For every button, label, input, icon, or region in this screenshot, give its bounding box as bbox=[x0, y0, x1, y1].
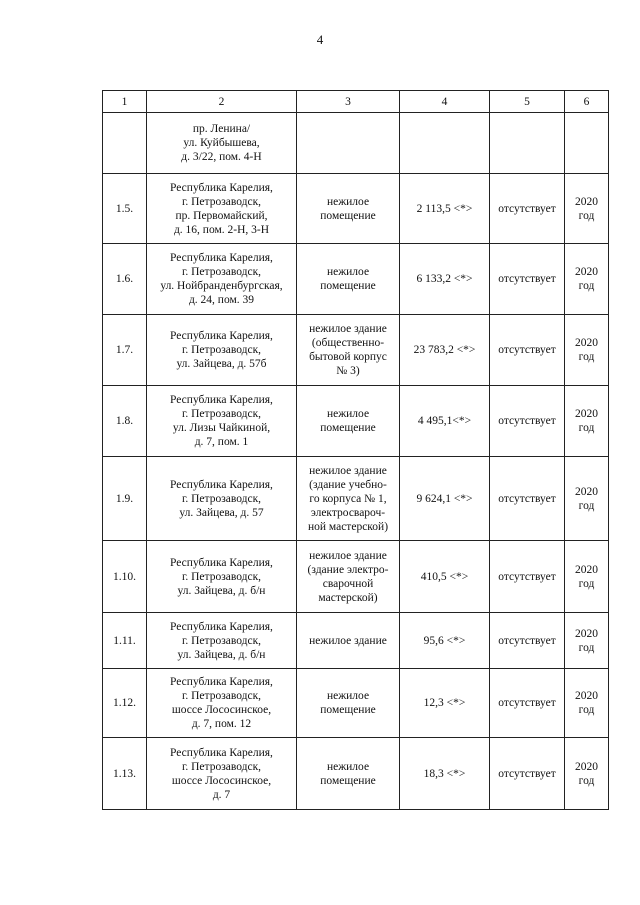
year-cell: 2020 год bbox=[565, 174, 609, 244]
year-cell: 2020 год bbox=[565, 669, 609, 738]
address-cell: Республика Карелия, г. Петрозаводск, пр. Первомайский, д. 16, пом. 2-Н, 3-Н bbox=[147, 174, 297, 244]
row-number: 1.9. bbox=[103, 457, 147, 541]
row-number: 1.7. bbox=[103, 315, 147, 386]
area-cell: 12,3 <*> bbox=[400, 669, 490, 738]
year-cell: 2020 год bbox=[565, 457, 609, 541]
address-cell: Республика Карелия, г. Петрозаводск, ул. Зайцева, д. б/н bbox=[147, 541, 297, 613]
row-number: 1.13. bbox=[103, 738, 147, 810]
year-cell: 2020 год bbox=[565, 541, 609, 613]
area-cell: 23 783,2 <*> bbox=[400, 315, 490, 386]
address-cell: Республика Карелия, г. Петрозаводск, шоссе Лососинское, д. 7 bbox=[147, 738, 297, 810]
row-number: 1.8. bbox=[103, 386, 147, 457]
area-cell: 410,5 <*> bbox=[400, 541, 490, 613]
column-header: 1 bbox=[103, 91, 147, 113]
table-row bbox=[103, 541, 609, 613]
table-row bbox=[103, 386, 609, 457]
status-cell: отсутствует bbox=[490, 315, 565, 386]
area-cell: 95,6 <*> bbox=[400, 613, 490, 669]
address-cell: Республика Карелия, г. Петрозаводск, ул. Лизы Чайкиной, д. 7, пом. 1 bbox=[147, 386, 297, 457]
year-cell: 2020 год bbox=[565, 738, 609, 810]
table-row bbox=[103, 113, 609, 174]
address-cell: пр. Ленина/ ул. Куйбышева, д. 3/22, пом. 4-Н bbox=[147, 113, 297, 174]
area-cell: 18,3 <*> bbox=[400, 738, 490, 810]
status-cell: отсутствует bbox=[490, 457, 565, 541]
object-type-cell: нежилое помещение bbox=[297, 386, 400, 457]
address-cell: Республика Карелия, г. Петрозаводск, ул. Зайцева, д. б/н bbox=[147, 613, 297, 669]
row-number: 1.12. bbox=[103, 669, 147, 738]
address-cell: Республика Карелия, г. Петрозаводск, ул. Зайцева, д. 57 bbox=[147, 457, 297, 541]
status-cell: отсутствует bbox=[490, 738, 565, 810]
object-type-cell bbox=[297, 113, 400, 174]
status-cell: отсутствует bbox=[490, 244, 565, 315]
year-cell: 2020 год bbox=[565, 386, 609, 457]
object-type-cell: нежилое помещение bbox=[297, 174, 400, 244]
area-cell bbox=[400, 113, 490, 174]
status-cell: отсутствует bbox=[490, 541, 565, 613]
year-cell: 2020 год bbox=[565, 613, 609, 669]
table-row bbox=[103, 669, 609, 738]
address-cell: Республика Карелия, г. Петрозаводск, шоссе Лососинское, д. 7, пом. 12 bbox=[147, 669, 297, 738]
area-cell: 6 133,2 <*> bbox=[400, 244, 490, 315]
object-type-cell: нежилое помещение bbox=[297, 738, 400, 810]
address-cell: Республика Карелия, г. Петрозаводск, ул. Нойбранденбургская, д. 24, пом. 39 bbox=[147, 244, 297, 315]
address-cell: Республика Карелия, г. Петрозаводск, ул. Зайцева, д. 57б bbox=[147, 315, 297, 386]
status-cell: отсутствует bbox=[490, 669, 565, 738]
year-cell bbox=[565, 113, 609, 174]
table-row bbox=[103, 738, 609, 810]
status-cell: отсутствует bbox=[490, 174, 565, 244]
row-number: 1.11. bbox=[103, 613, 147, 669]
area-cell: 9 624,1 <*> bbox=[400, 457, 490, 541]
year-cell: 2020 год bbox=[565, 244, 609, 315]
object-type-cell: нежилое помещение bbox=[297, 669, 400, 738]
page-number: 4 bbox=[316, 32, 324, 47]
row-number bbox=[103, 113, 147, 174]
column-header: 5 bbox=[490, 91, 565, 113]
column-header: 3 bbox=[297, 91, 400, 113]
table-row bbox=[103, 244, 609, 315]
area-cell: 4 495,1<*> bbox=[400, 386, 490, 457]
column-header: 4 bbox=[400, 91, 490, 113]
object-type-cell: нежилое здание (общественно- бытовой корпус № 3) bbox=[297, 315, 400, 386]
status-cell: отсутствует bbox=[490, 386, 565, 457]
row-number: 1.10. bbox=[103, 541, 147, 613]
status-cell: отсутствует bbox=[490, 613, 565, 669]
table-row bbox=[103, 174, 609, 244]
object-type-cell: нежилое здание (здание учебно- го корпуса № 1, электросвароч- ной мастерской) bbox=[297, 457, 400, 541]
header-row bbox=[103, 91, 609, 113]
area-cell: 2 113,5 <*> bbox=[400, 174, 490, 244]
table-row bbox=[103, 613, 609, 669]
table-row bbox=[103, 315, 609, 386]
object-type-cell: нежилое здание (здание электро- сварочной мастерской) bbox=[297, 541, 400, 613]
object-type-cell: нежилое здание bbox=[297, 613, 400, 669]
table-row bbox=[103, 457, 609, 541]
property-table bbox=[102, 90, 609, 810]
column-header: 6 bbox=[565, 91, 609, 113]
status-cell bbox=[490, 113, 565, 174]
row-number: 1.5. bbox=[103, 174, 147, 244]
year-cell: 2020 год bbox=[565, 315, 609, 386]
object-type-cell: нежилое помещение bbox=[297, 244, 400, 315]
row-number: 1.6. bbox=[103, 244, 147, 315]
column-header: 2 bbox=[147, 91, 297, 113]
